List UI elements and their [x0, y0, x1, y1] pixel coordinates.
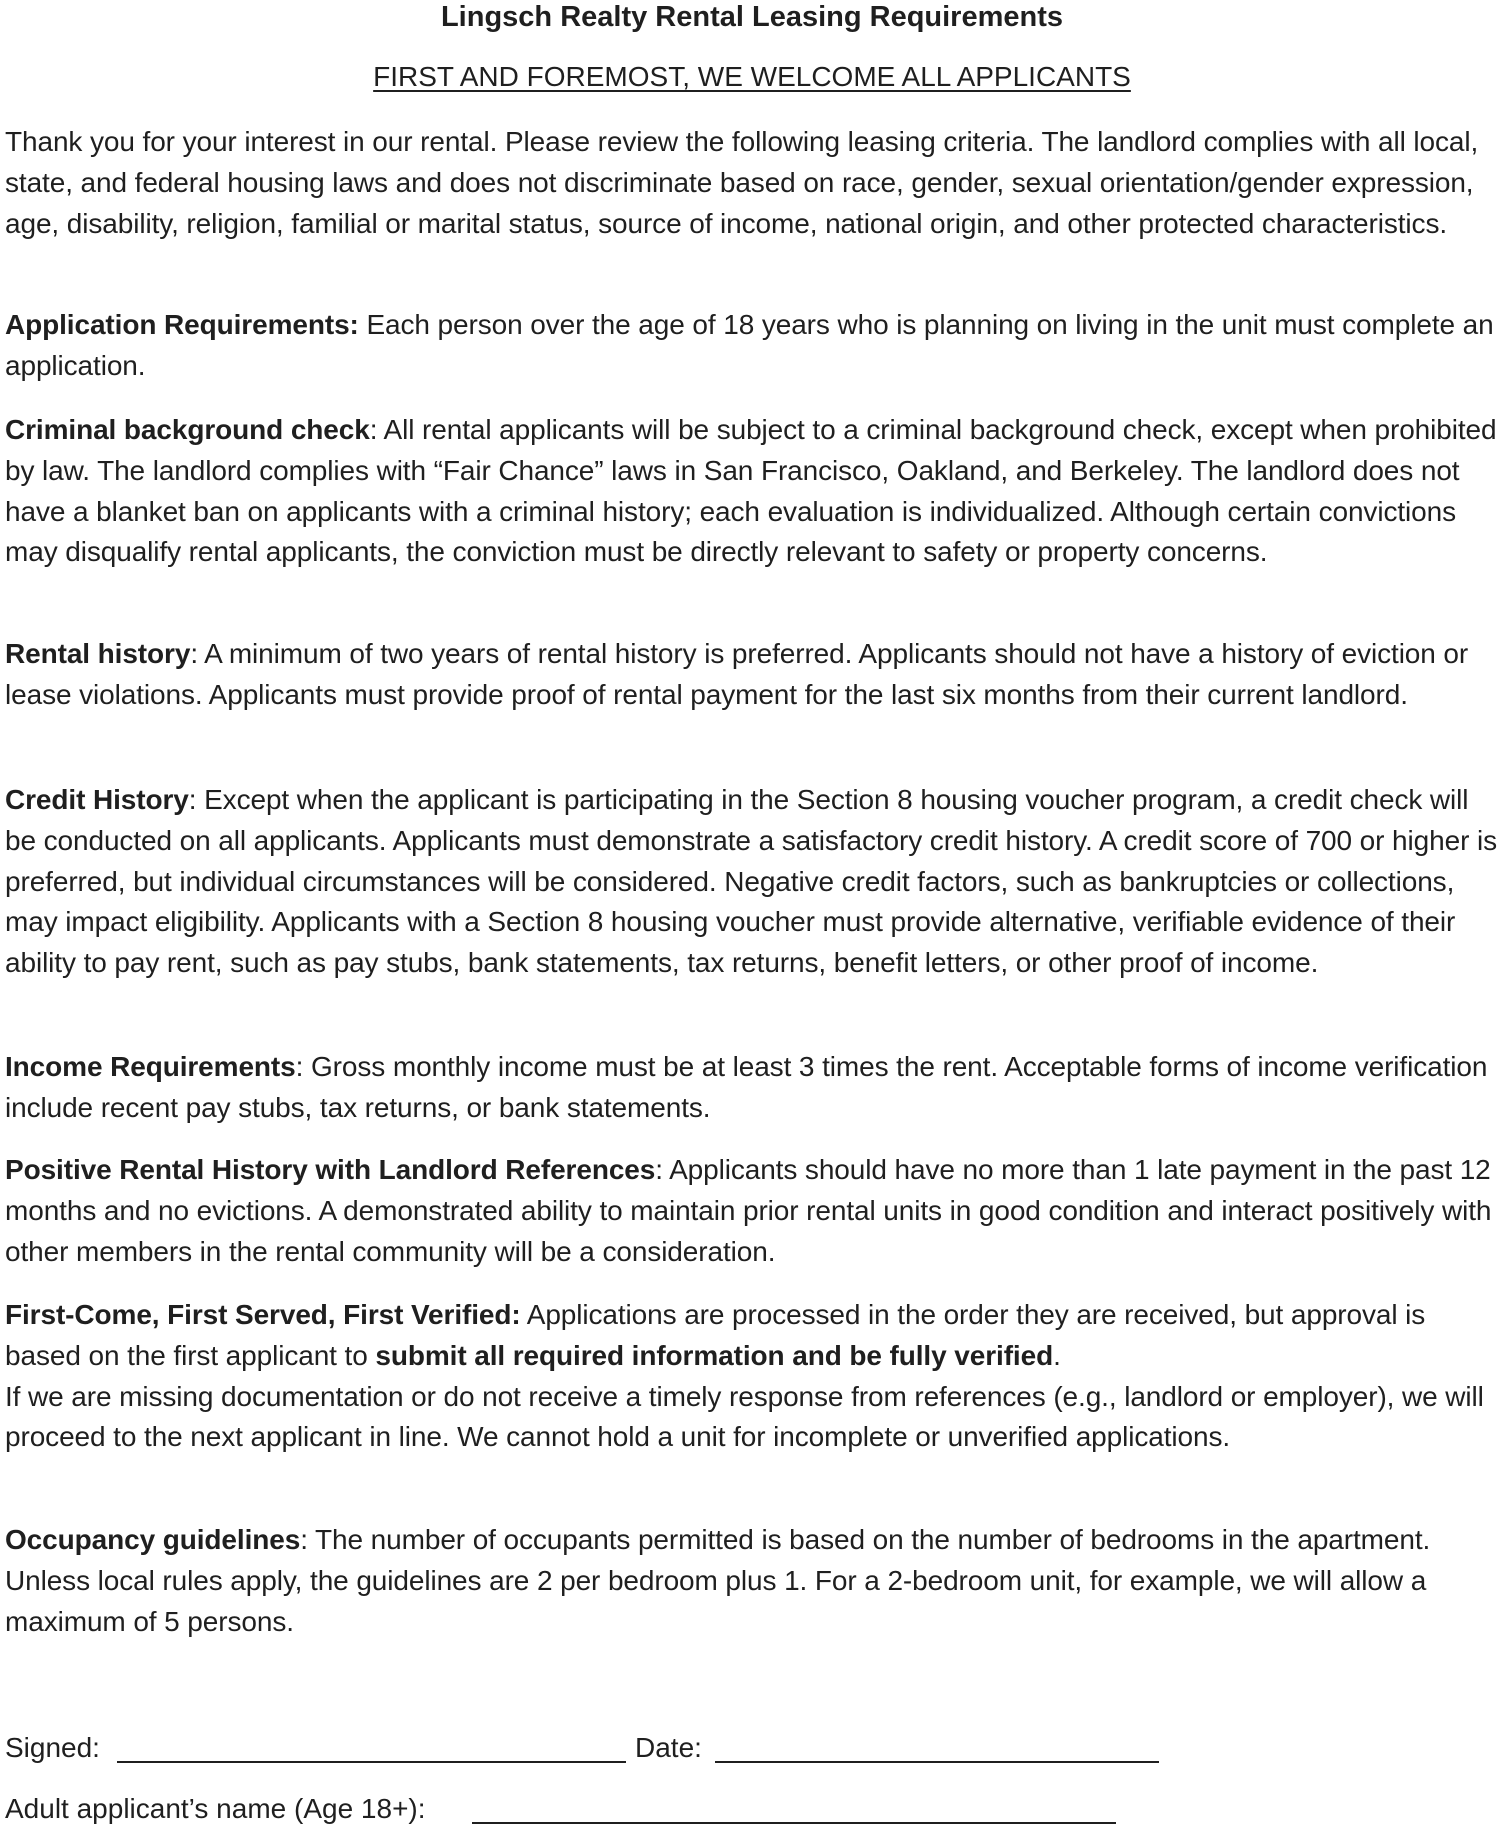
section-application-requirements: [5, 305, 1501, 387]
applicant-name-label: Adult applicant’s name (Age 18+):: [5, 1793, 426, 1824]
section-heading: Income Requirements: [5, 1051, 296, 1082]
section-text: : The number of occupants permitted is based on the number of bedrooms in the apartment. Unless local rules apply, the guidelines are 2 per bedroom plus 1. For a 2-bedroom unit, for example, we will allow a maximum of 5 persons.: [5, 1524, 1431, 1637]
section-landlord-references: [5, 1150, 1501, 1272]
section-text: Each person over the age of 18 years who is planning on living in the unit must complete an application.: [5, 309, 1494, 381]
signed-label: Signed:: [5, 1732, 100, 1763]
section-rental-history: [5, 634, 1501, 716]
section-occupancy-guidelines: [5, 1520, 1501, 1642]
section-income-requirements: [5, 1047, 1501, 1129]
section-first-come-first-served: [5, 1295, 1501, 1458]
section-text-after-bold: .: [1053, 1339, 1061, 1371]
section-heading: Credit History: [5, 784, 189, 815]
date-line[interactable]: [715, 1761, 1159, 1763]
section-text: Applications are processed in the order they are received, but approval is based on the first applicant to: [5, 1299, 1426, 1371]
document-subtitle: FIRST AND FOREMOST, WE WELCOME ALL APPLICANTS: [373, 61, 1131, 92]
section-text: : Except when the applicant is participating in the Section 8 housing voucher program, a credit check will be conducted on all applicants. Applicants must demonstrate a satisfactory credit history. A credit score of 700 or higher is preferred, but individual circumstances will be considered. Negative credit factors, such as bankruptcies or collections, may impact eligibility. Applicants with a Section 8 housing voucher must provide alternative, verifiable evidence of their ability to pay rent, such as pay stubs, bank statements, tax returns, benefit letters, or other proof of income.: [5, 784, 1497, 979]
section-text: : All rental applicants will be subject to a criminal background check, except when prohibited by law. The landlord complies with “Fair Chance” laws in San Francisco, Oakland, and Berkeley. The landlord does not have a blanket ban on applicants with a criminal history; each evaluation is individualized. Although certain convictions may disqualify rental applicants, the conviction must be directly relevant to safety or property concerns.: [5, 414, 1497, 568]
section-heading: First-Come, First Served, First Verified:: [5, 1299, 521, 1330]
section-heading: Positive Rental History with Landlord References: [5, 1154, 656, 1185]
applicant-name-line[interactable]: [472, 1822, 1116, 1824]
section-text: : A minimum of two years of rental history is preferred. Applicants should not have a history of eviction or lease violations. Applicants must provide proof of rental payment for the last six months from their current landlord.: [5, 638, 1469, 710]
section-text: : Applicants should have no more than 1 late payment in the past 12 months and no evictions. A demonstrated ability to maintain prior rental units in good condition and interact positively with other members in the rental community will be a consideration.: [5, 1154, 1492, 1267]
section-text-second-line: If we are missing documentation or do not receive a timely response from references (e.g., landlord or employer), we will proceed to the next applicant in line. We cannot hold a unit for incomplete or unverified applications.: [5, 1380, 1484, 1453]
section-heading: Criminal background check: [5, 414, 370, 445]
section-text: : Gross monthly income must be at least 3 times the rent. Acceptable forms of income verification include recent pay stubs, tax returns, or bank statements.: [5, 1051, 1488, 1123]
signature-line[interactable]: [117, 1761, 626, 1763]
date-label: Date:: [635, 1732, 702, 1763]
section-heading: Rental history: [5, 638, 191, 669]
section-heading: Application Requirements:: [5, 309, 359, 340]
section-criminal-background-check: [5, 410, 1501, 573]
section-bold-text: submit all required information and be fully verified: [375, 1339, 1054, 1371]
section-heading: Occupancy guidelines: [5, 1524, 301, 1555]
document-title: Lingsch Realty Rental Leasing Requirements: [440, 1, 1064, 33]
intro-paragraph: Thank you for your interest in our rental. Please review the following leasing criteria. The landlord complies with all local, state, and federal housing laws and does not discriminate based on race, gender, sexual orientation/gender expression, age, disability, religion, familial or marital status, source of income, national origin, and other protected characteristics.: [5, 126, 1479, 239]
section-credit-history: [5, 780, 1501, 984]
